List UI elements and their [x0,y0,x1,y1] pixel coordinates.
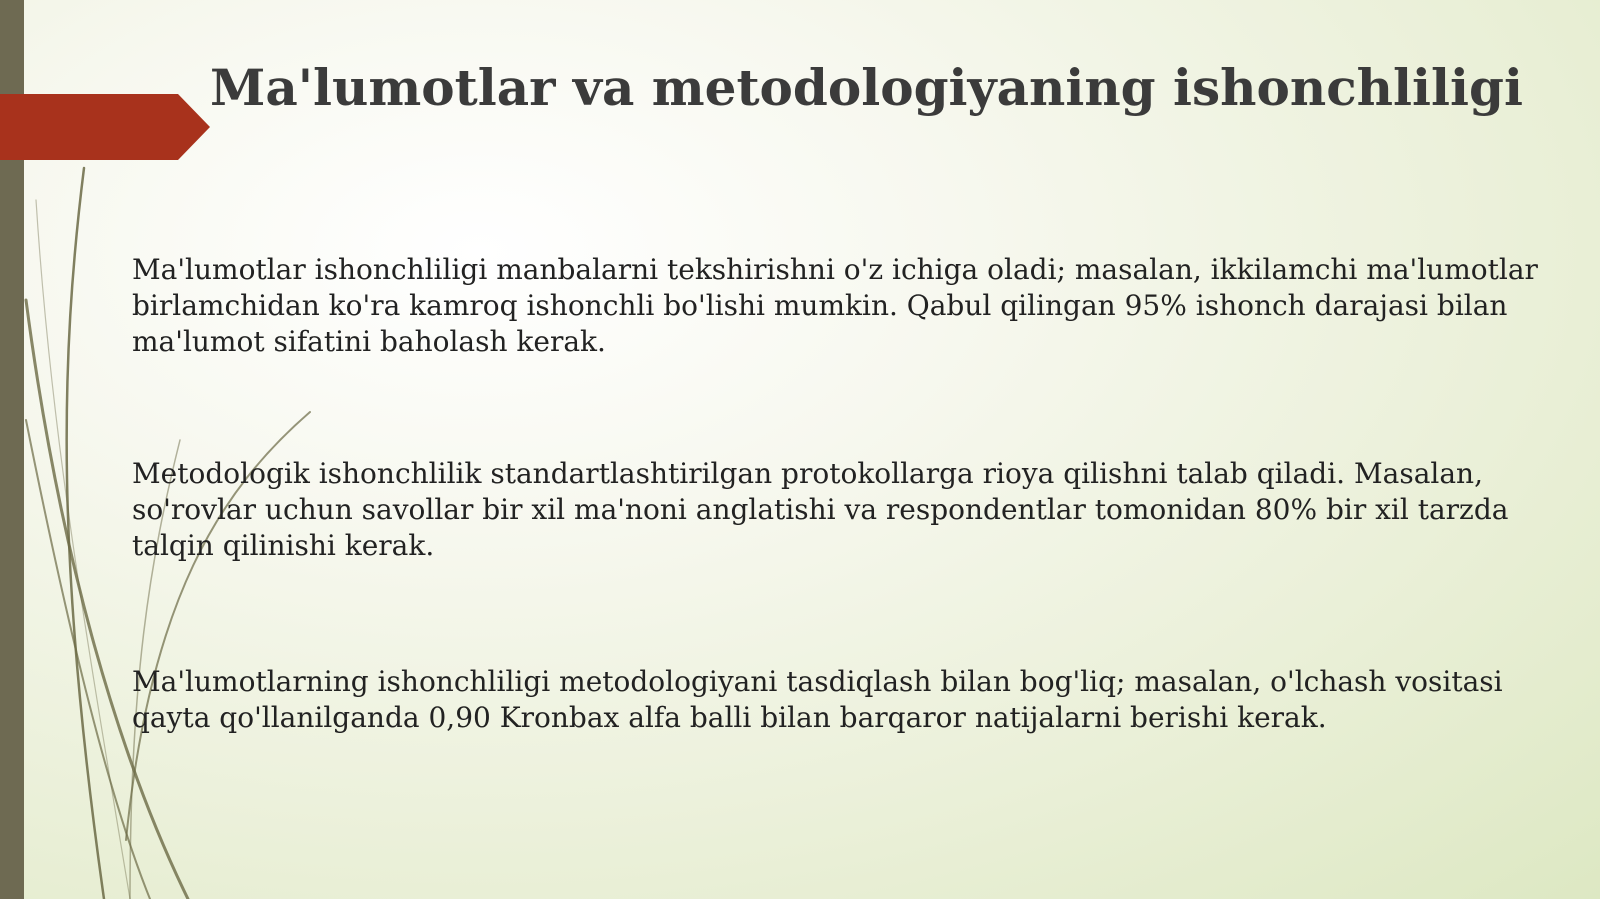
paragraph-data-reliability: Ma'lumotlar ishonchliligi manbalarni tekshirishni o'z ichiga oladi; masalan, ikkilamchi ma'lumotlar birlamchidan ko'ra kamroq ishonchli bo'lishi mumkin. Qabul qilingan 95% ishonch darajasi bilan ma'lumot sifatini baholash kerak. [132,253,1538,358]
paragraph-methodological-reliability: Metodologik ishonchlilik standartlashtirilgan protokollarga rioya qilishni talab qiladi. Masalan, so'rovlar uchun savollar bir xil ma'noni anglatishi va respondentlar tomonidan 80% bir xil tarzda talqin qilinishi kerak. [132,457,1509,562]
paragraph-methodology-validation: Ma'lumotlarning ishonchliligi metodologiyani tasdiqlash bilan bog'liq; masalan, o'lchash vositasi qayta qo'llanilganda 0,90 Kronbax alfa balli bilan barqaror natijalarni berishi kerak. [132,665,1503,734]
grass-stroke-6 [36,200,130,899]
red-arrow-shape [0,94,210,160]
grass-stroke-1 [67,168,104,899]
grass-stroke-2 [26,300,188,899]
slide-title: Ma'lumotlar va metodologiyaning ishonchliligi [210,58,1523,117]
